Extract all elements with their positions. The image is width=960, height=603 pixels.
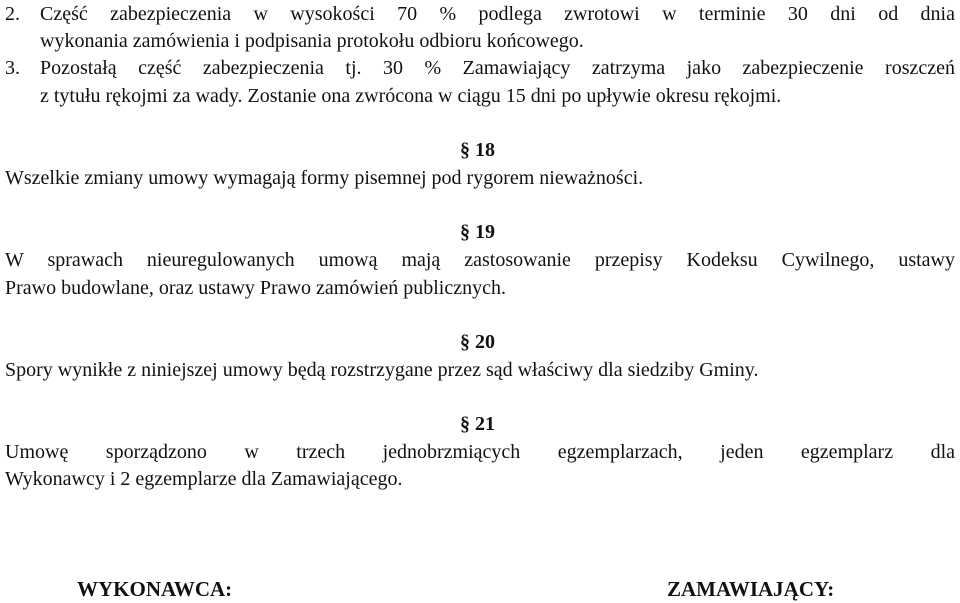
section-21-line-1: Umowę sporządzono w trzech jednobrzmiących egzemplarzach, jeden egzemplarz dla: [5, 441, 955, 463]
section-20-heading: § 20: [460, 331, 495, 353]
list-item-3-line-1: Pozostałą część zabezpieczenia tj. 30 % Zamawiający zatrzyma jako zabezpieczenie roszczeń: [40, 57, 955, 79]
section-21-line-2: Wykonawcy i 2 egzemplarze dla Zamawiającego.: [5, 468, 403, 490]
list-item-2-line-2: wykonania zamówienia i podpisania protokołu odbioru końcowego.: [40, 30, 584, 52]
list-number-3: 3.: [5, 57, 20, 79]
section-18-text: Wszelkie zmiany umowy wymagają formy pisemnej pod rygorem nieważności.: [5, 167, 644, 189]
section-19-line-1: W sprawach nieuregulowanych umową mają zastosowanie przepisy Kodeksu Cywilnego, ustawy: [5, 249, 955, 271]
contractor-signature-label: WYKONAWCA:: [77, 577, 233, 601]
list-item-2-line-1: Część zabezpieczenia w wysokości 70 % podlega zwrotowi w terminie 30 dni od dnia: [40, 3, 955, 25]
section-18-heading: § 18: [460, 139, 495, 161]
section-19-line-2: Prawo budowlane, oraz ustawy Prawo zamówień publicznych.: [5, 277, 506, 299]
list-number-2: 2.: [5, 3, 20, 25]
section-20-text: Spory wynikłe z niniejszej umowy będą rozstrzygane przez sąd właściwy dla siedziby Gminy.: [5, 359, 759, 381]
employer-signature-label: ZAMAWIAJĄCY:: [667, 577, 835, 601]
list-item-3-line-2: z tytułu rękojmi za wady. Zostanie ona zwrócona w ciągu 15 dni po upływie okresu rękojmi.: [40, 85, 782, 107]
section-21-heading: § 21: [460, 413, 495, 435]
section-19-heading: § 19: [460, 221, 495, 243]
